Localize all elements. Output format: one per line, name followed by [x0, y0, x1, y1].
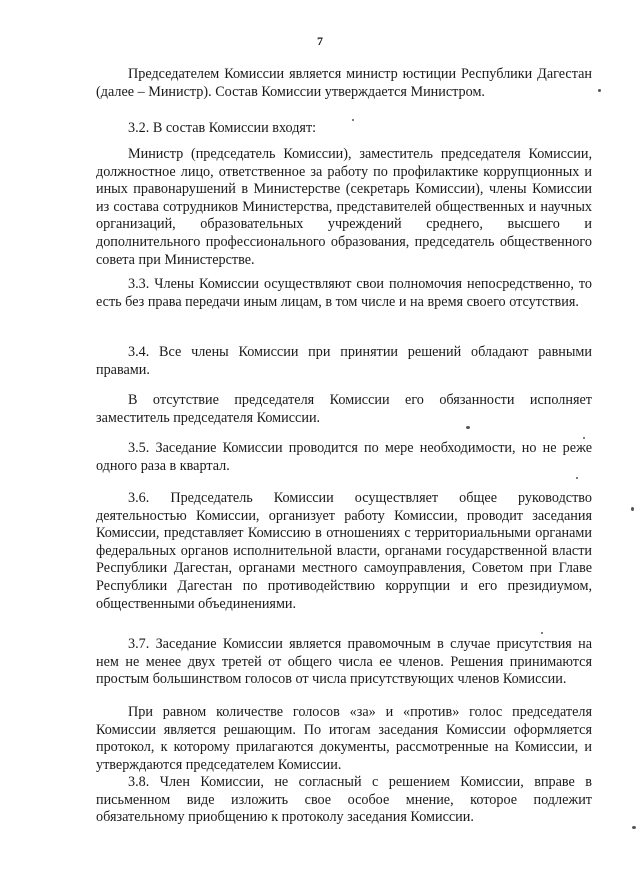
paragraph-deputy: В отсутствие председателя Комиссии его обязанности исполняет заместитель председателя Комиссии.: [96, 392, 592, 426]
paragraph-votes: При равном количестве голосов «за» и «против» голос председателя Комиссии является решающим. По итогам заседания Комиссии оформляется протокол, к которому прилагаются документы, рассмотренные на Комиссии, и утверждаются председателем Комиссии.: [96, 704, 592, 773]
paragraph-3-4: 3.4. Все члены Комиссии при принятии решений обладают равными правами.: [96, 344, 592, 378]
paragraph-3-3: 3.3. Члены Комиссии осуществляют свои полномочия непосредственно, то есть без права передачи иным лицам, в том числе и на время своего отсутствия.: [96, 276, 592, 310]
paragraph-3-7: 3.7. Заседание Комиссии является правомочным в случае присутствия на нем не менее двух третей от общего числа ее членов. Решения принимаются простым большинством голосов от числа присутствующих членов Комиссии.: [96, 636, 592, 688]
paragraph-3-8: 3.8. Член Комиссии, не согласный с решением Комиссии, вправе в письменном виде изложить свое особое мнение, которое подлежит обязательному приобщению к протоколу заседания Комиссии.: [96, 774, 592, 826]
paragraph-chairman-intro: Председателем Комиссии является министр юстиции Республики Дагестан (далее – Министр). Состав Комиссии утверждается Министром.: [96, 66, 592, 100]
paragraph-3-5: 3.5. Заседание Комиссии проводится по мере необходимости, но не реже одного раза в квартал.: [96, 440, 592, 474]
paragraph-3-6: 3.6. Председатель Комиссии осуществляет общее руководство деятельностью Комиссии, организует работу Комиссии, проводит заседания Комиссии, представляет Комиссию в отношениях с территориальными органами федеральных органов исполнительной власти, органами государственной власти Республики Дагестан, органами местного самоуправления, Советом при Главе Республики Дагестан по противодействию коррупции и его президиумом, общественными объединениями.: [96, 490, 592, 612]
paragraph-composition: Министр (председатель Комиссии), заместитель председателя Комиссии, должностное лицо, ответственное за работу по профилактике коррупционных и иных правонарушений в Министерстве (секретарь Комиссии), члены Комиссии из состава сотрудников Министерства, представителей общественных и научных организаций, образовательных учреждений среднего, высшего и дополнительного профессионального образования, председатель общественного совета при Министерстве.: [96, 146, 592, 268]
page-number: 7: [317, 34, 323, 48]
paragraph-3-2: 3.2. В состав Комиссии входят:: [128, 120, 317, 136]
